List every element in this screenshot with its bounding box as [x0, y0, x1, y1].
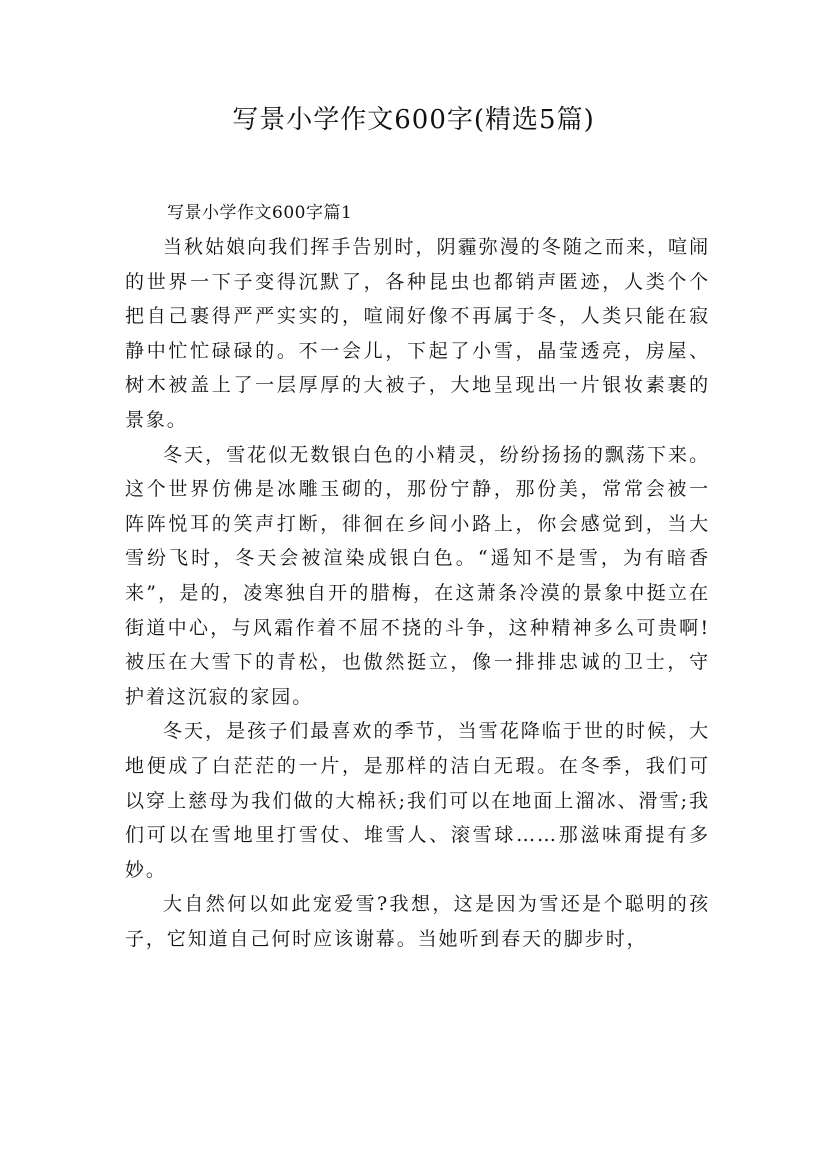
paragraph-2: 冬天，雪花似无数银白色的小精灵，纷纷扬扬的飘荡下来。这个世界仿佛是冰雕玉砌的，那份宁静，那份美，常常会被一阵阵悦耳的笑声打断，徘徊在乡间小路上，你会感觉到，当大雪纷飞时，冬天会被渲染成银白色。“遥知不是雪，为有暗香来”，是的，凌寒独自开的腊梅，在这萧条冷漠的景象中挺立在街道中心，与风霜作着不屈不挠的斗争，这种精神多么可贵啊!被压在大雪下的青松，也傲然挺立，像一排排忠诚的卫士，守护着这沉寂的家园。 [125, 443, 710, 708]
paragraph-3: 冬天，是孩子们最喜欢的季节，当雪花降临于世的时候，大地便成了白茫茫的一片，是那样的洁白无瑕。在冬季，我们可以穿上慈母为我们做的大棉袄;我们可以在地面上溜冰、滑雪;我们可以在雪地里打雪仗、堆雪人、滚雪球……那滋味甭提有多妙。 [125, 720, 710, 881]
paragraph-1: 当秋姑娘向我们挥手告别时，阴霾弥漫的冬随之而来，喧闹的世界一下子变得沉默了，各种昆虫也都销声匿迹，人类个个把自己裹得严严实实的，喧闹好像不再属于冬，人类只能在寂静中忙忙碌碌的。不一会儿，下起了小雪，晶莹透亮，房屋、树木被盖上了一层厚厚的大被子，大地呈现出一片银妆素裹的景象。 [125, 236, 710, 431]
document-title: 写景小学作文600字(精选5篇) [232, 105, 595, 135]
section-heading: 写景小学作文600字篇1 [167, 203, 353, 223]
paragraph-4: 大自然何以如此宠爱雪?我想，这是因为雪还是个聪明的孩子，它知道自己何时应该谢幕。当她听到春天的脚步时， [125, 893, 710, 950]
document-body [125, 196, 710, 956]
